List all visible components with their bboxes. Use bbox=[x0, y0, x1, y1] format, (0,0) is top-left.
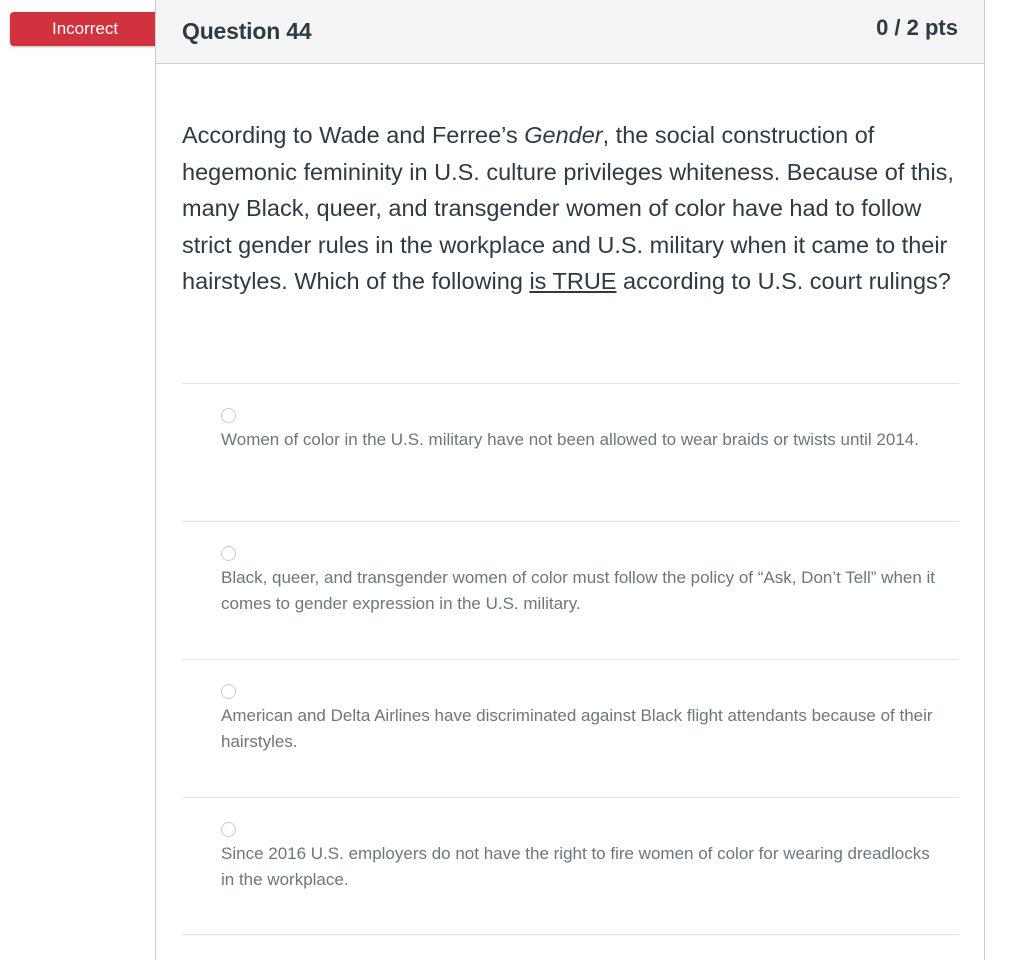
question-text bbox=[182, 117, 967, 300]
answer-text: Women of color in the U.S. military have not been allowed to wear braids or twists until 2014. bbox=[221, 430, 919, 449]
radio-button[interactable] bbox=[221, 684, 236, 699]
question-points: 0 / 2 pts bbox=[876, 15, 958, 40]
question-text-part2: , the social construction of hegemonic femininity in U.S. culture privileges whiteness. Because of this, many Black, queer, and transgender women of color have had to follow strict gender rules in the workplace and U.S. military when it came to their hairstyles. Which of the following bbox=[182, 122, 954, 294]
answer-list bbox=[182, 383, 959, 935]
status-label: Incorrect bbox=[52, 19, 119, 38]
answer-text: Since 2016 U.S. employers do not have the right to fire women of color for wearing dreadlocks in the workplace. bbox=[221, 844, 930, 889]
radio-button[interactable] bbox=[221, 822, 236, 837]
emphasis-underline: is TRUE bbox=[529, 268, 617, 294]
book-title: Gender bbox=[524, 122, 603, 148]
radio-button[interactable] bbox=[221, 408, 236, 423]
question-title: Question 44 bbox=[182, 18, 312, 44]
answer-text: American and Delta Airlines have discriminated against Black flight attendants because of their hairstyles. bbox=[221, 706, 933, 751]
answer-option[interactable] bbox=[182, 797, 959, 935]
question-card bbox=[155, 0, 985, 960]
question-text-part3: according to U.S. court rulings? bbox=[616, 268, 951, 294]
answer-option[interactable] bbox=[182, 659, 959, 797]
radio-button[interactable] bbox=[221, 546, 236, 561]
incorrect-status-flag bbox=[10, 12, 162, 46]
answer-option[interactable] bbox=[182, 383, 959, 521]
question-header bbox=[156, 0, 984, 64]
answer-option[interactable] bbox=[182, 521, 959, 659]
answer-text: Black, queer, and transgender women of color must follow the policy of “Ask, Don’t Tell” when it comes to gender expression in the U.S. military. bbox=[221, 568, 936, 613]
question-text-part1: According to Wade and Ferree’s bbox=[182, 122, 525, 148]
